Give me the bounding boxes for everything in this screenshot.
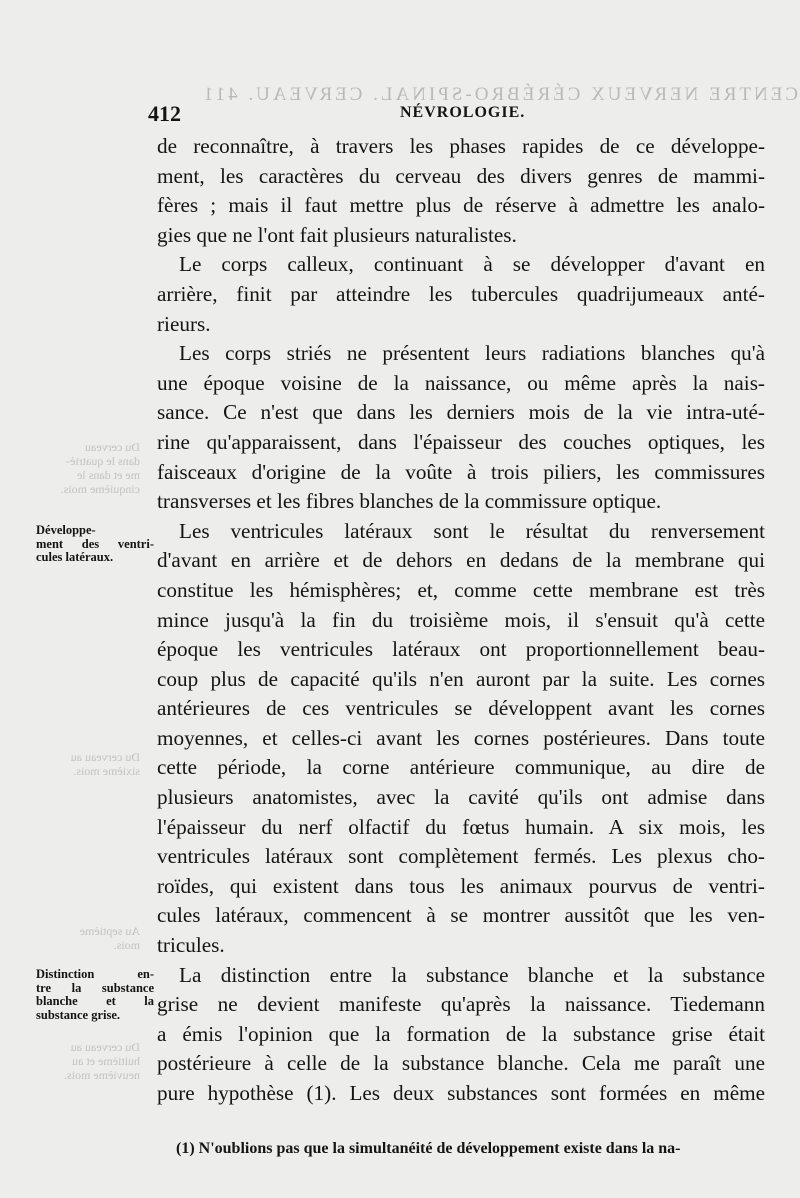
text-line: moyennes, et celles-ci avant les cornes postérieures. Dans toute	[157, 725, 765, 750]
text-line: ventricules latéraux sont complètement fermés. Les plexus cho-	[157, 844, 765, 869]
text-line: La distinction entre la substance blanche et la substance	[179, 962, 765, 987]
bleed-through-margin-note: Du cerveau au huitième et au neuvième mois.	[64, 1040, 140, 1082]
text-line: sance. Ce n'est que dans les derniers mois de la vie intra-uté-	[157, 400, 765, 425]
text-line: cules latéraux, commencent à se montrer aussitôt que les ven-	[157, 903, 765, 928]
text-line: mince jusqu'à la fin du troisième mois, il s'ensuit qu'à cette	[157, 607, 765, 632]
margin-note-line: blanche et la	[36, 994, 154, 1008]
margin-note-line: Distinction en-	[36, 967, 154, 981]
page-number: 412	[148, 101, 181, 126]
text-line: gies que ne l'ont fait plusieurs naturalistes.	[157, 222, 517, 247]
text-line: Le corps calleux, continuant à se développer d'avant en	[179, 252, 765, 277]
text-line: transverses et les fibres blanches de la commissure optique.	[157, 489, 662, 514]
text-line: antérieures de ces ventricules se développent avant les cornes	[157, 696, 765, 721]
text-line: grise ne devient manifeste qu'après la naissance. Tiedemann	[157, 992, 765, 1017]
text-line: époque les ventricules latéraux ont proportionnellement beau-	[157, 637, 765, 662]
text-line: d'avant en arrière et de dehors en dedans de la membrane qui	[157, 548, 765, 573]
bleed-through-text: CENTRE NERVEUX CÉRÉBRO-SPINAL. CERVEAU. 411	[200, 84, 798, 105]
text-line: rine qu'apparaissent, dans l'épaisseur des couches optiques, les	[157, 429, 765, 454]
text-line: tricules.	[157, 933, 225, 958]
paragraph	[157, 132, 765, 250]
footnote: (1) N'oublions pas que la simultanéité de développement existe dans la na-	[176, 1140, 681, 1157]
running-title: NÉVROLOGIE.	[400, 104, 526, 121]
text-line: de reconnaître, à travers les phases rapides de ce développe-	[157, 134, 765, 158]
text-line: rieurs.	[157, 311, 211, 336]
margin-note-line: cules latéraux.	[36, 550, 114, 564]
text-line: Les ventricules latéraux sont le résultat du renversement	[179, 518, 765, 543]
margin-note-substance	[36, 968, 154, 1022]
text-line: cette période, la corne antérieure communique, au dire de	[157, 755, 765, 780]
text-line: Les corps striés ne présentent leurs radiations blanches qu'à	[179, 341, 765, 366]
margin-note-line: substance grise.	[36, 1007, 121, 1022]
margin-note-line: ment des ventri-	[36, 536, 154, 551]
margin-note-ventricles	[36, 524, 154, 565]
margin-note-line: tre la substance	[36, 980, 154, 995]
paragraph	[157, 339, 765, 517]
text-line: fères ; mais il faut mettre plus de réserve à admettre les analo-	[157, 193, 765, 218]
text-line: l'épaisseur du nerf olfactif du fœtus humain. A six mois, les	[157, 814, 765, 839]
bleed-through-margin-note: Du cerveau dans le quatriè- me et dans le cinquième mois.	[60, 440, 140, 496]
text-line: arrière, finit par atteindre les tubercules quadrijumeaux anté-	[157, 281, 765, 306]
main-text	[157, 132, 765, 1109]
text-line: roïdes, qui existent dans tous les animaux pourvus de ventri-	[157, 873, 765, 898]
text-line: plusieurs anatomistes, avec la cavité qu'ils ont admise dans	[157, 785, 765, 810]
text-line: coup plus de capacité qu'ils n'en auront par la suite. Les cornes	[157, 666, 765, 691]
margin-note-line: Développe-	[36, 523, 96, 537]
paragraph	[157, 250, 765, 339]
text-line: postérieure à celle de la substance blanche. Cela me paraît une	[157, 1051, 765, 1076]
bleed-through-margin-note: Du cerveau au sixième mois.	[70, 750, 140, 778]
paragraph	[157, 961, 765, 1109]
text-line: constitue les hémisphères; et, comme cette membrane est très	[157, 577, 765, 602]
running-head	[148, 101, 760, 129]
text-line: pure hypothèse (1). Les deux substances sont formées en même	[157, 1081, 765, 1105]
text-line: une époque voisine de la naissance, ou même après la nais-	[157, 370, 765, 395]
text-line: a émis l'opinion que la formation de la substance grise était	[157, 1021, 765, 1046]
paragraph	[157, 517, 765, 961]
bleed-through-margin-note: Au septième mois.	[79, 924, 140, 952]
text-line: ment, les caractères du cerveau des divers genres de mammi-	[157, 163, 765, 188]
text-line: faisceaux d'origine de la voûte à trois piliers, les commissures	[157, 459, 765, 484]
